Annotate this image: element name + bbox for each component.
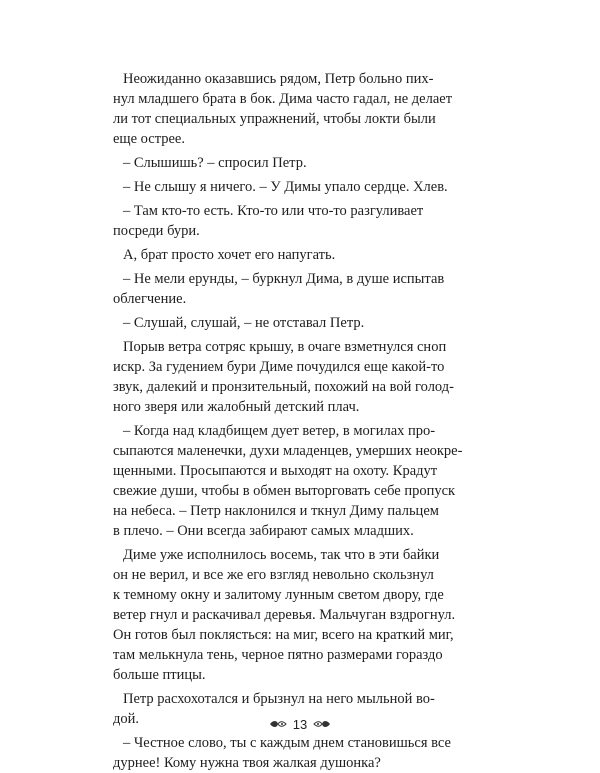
text-line: дурнее! Кому нужна твоя жалкая душонка?: [113, 755, 381, 771]
text-line: еще острее.: [113, 131, 185, 147]
fleuron-right-icon: [313, 719, 331, 729]
text-line: там мелькнула тень, черное пятно размерами гораздо: [113, 647, 443, 663]
text-line: Петр расхохотался и брызнул на него мыльной во-: [123, 691, 435, 707]
text-line: ного зверя или жалобный детский плач.: [113, 399, 360, 415]
text-line: – Не мели ерунды, – буркнул Дима, в душе испытав: [123, 271, 445, 287]
text-line: нул младшего брата в бок. Дима часто гадал, не делает: [113, 91, 453, 107]
text-line: сыпаются маленечки, духи младенцев, умерших неокре-: [113, 443, 463, 459]
text-line: на небеса. – Петр наклонился и ткнул Диму пальцем: [113, 503, 439, 519]
text-line: – Когда над кладбищем дует ветер, в могилах про-: [123, 423, 436, 439]
text-line: – Слушай, слушай, – не отставал Петр.: [123, 315, 365, 331]
text-line: к темному окну и залитому лунным светом двору, где: [113, 587, 444, 603]
text-line: звук, далекий и пронзительный, похожий на вой голод-: [113, 379, 454, 395]
text-line: щенными. Просыпаются и выходят на охоту. Крадут: [113, 463, 438, 479]
text-line: он не верил, и все же его взгляд невольно скользнул: [113, 567, 434, 583]
text-line: облегчение.: [113, 291, 187, 307]
text-line: – Там кто-то есть. Кто-то или что-то разгуливает: [123, 203, 424, 219]
page-footer: [0, 713, 600, 735]
text-line: посреди бури.: [113, 223, 200, 239]
text-line: А, брат просто хочет его напугать.: [123, 247, 336, 263]
text-line: Диме уже исполнилось восемь, так что в эти байки: [123, 547, 440, 563]
text-line: больше птицы.: [113, 667, 206, 683]
text-line: – Слышишь? – спросил Петр.: [123, 155, 307, 171]
text-line: Порыв ветра сотряс крышу, в очаге взметнулся сноп: [123, 339, 447, 355]
text-line: – Не слышу я ничего. – У Димы упало сердце. Хлев.: [123, 179, 448, 195]
text-line: ветер гнул и раскачивал деревья. Мальчуган вздрогнул.: [113, 607, 456, 623]
text-line: искр. За гудением бури Диме почудился еще какой-то: [113, 359, 445, 375]
text-line: дой.: [113, 711, 140, 727]
text-line: – Честное слово, ты с каждым днем становишься все: [123, 735, 451, 751]
text-line: Неожиданно оказавшись рядом, Петр больно пих-: [123, 71, 434, 87]
text-line: Он готов был поклясться: на миг, всего на краткий миг,: [113, 627, 454, 643]
text-line: свежие души, чтобы в обмен выторговать себе пропуск: [113, 483, 456, 499]
fleuron-left-icon: [269, 719, 287, 729]
text-line: ли тот специальных упражнений, чтобы локти были: [113, 111, 436, 127]
page-number: 13: [292, 716, 308, 732]
text-line: в плечо. – Они всегда забирают самых младших.: [113, 523, 414, 539]
